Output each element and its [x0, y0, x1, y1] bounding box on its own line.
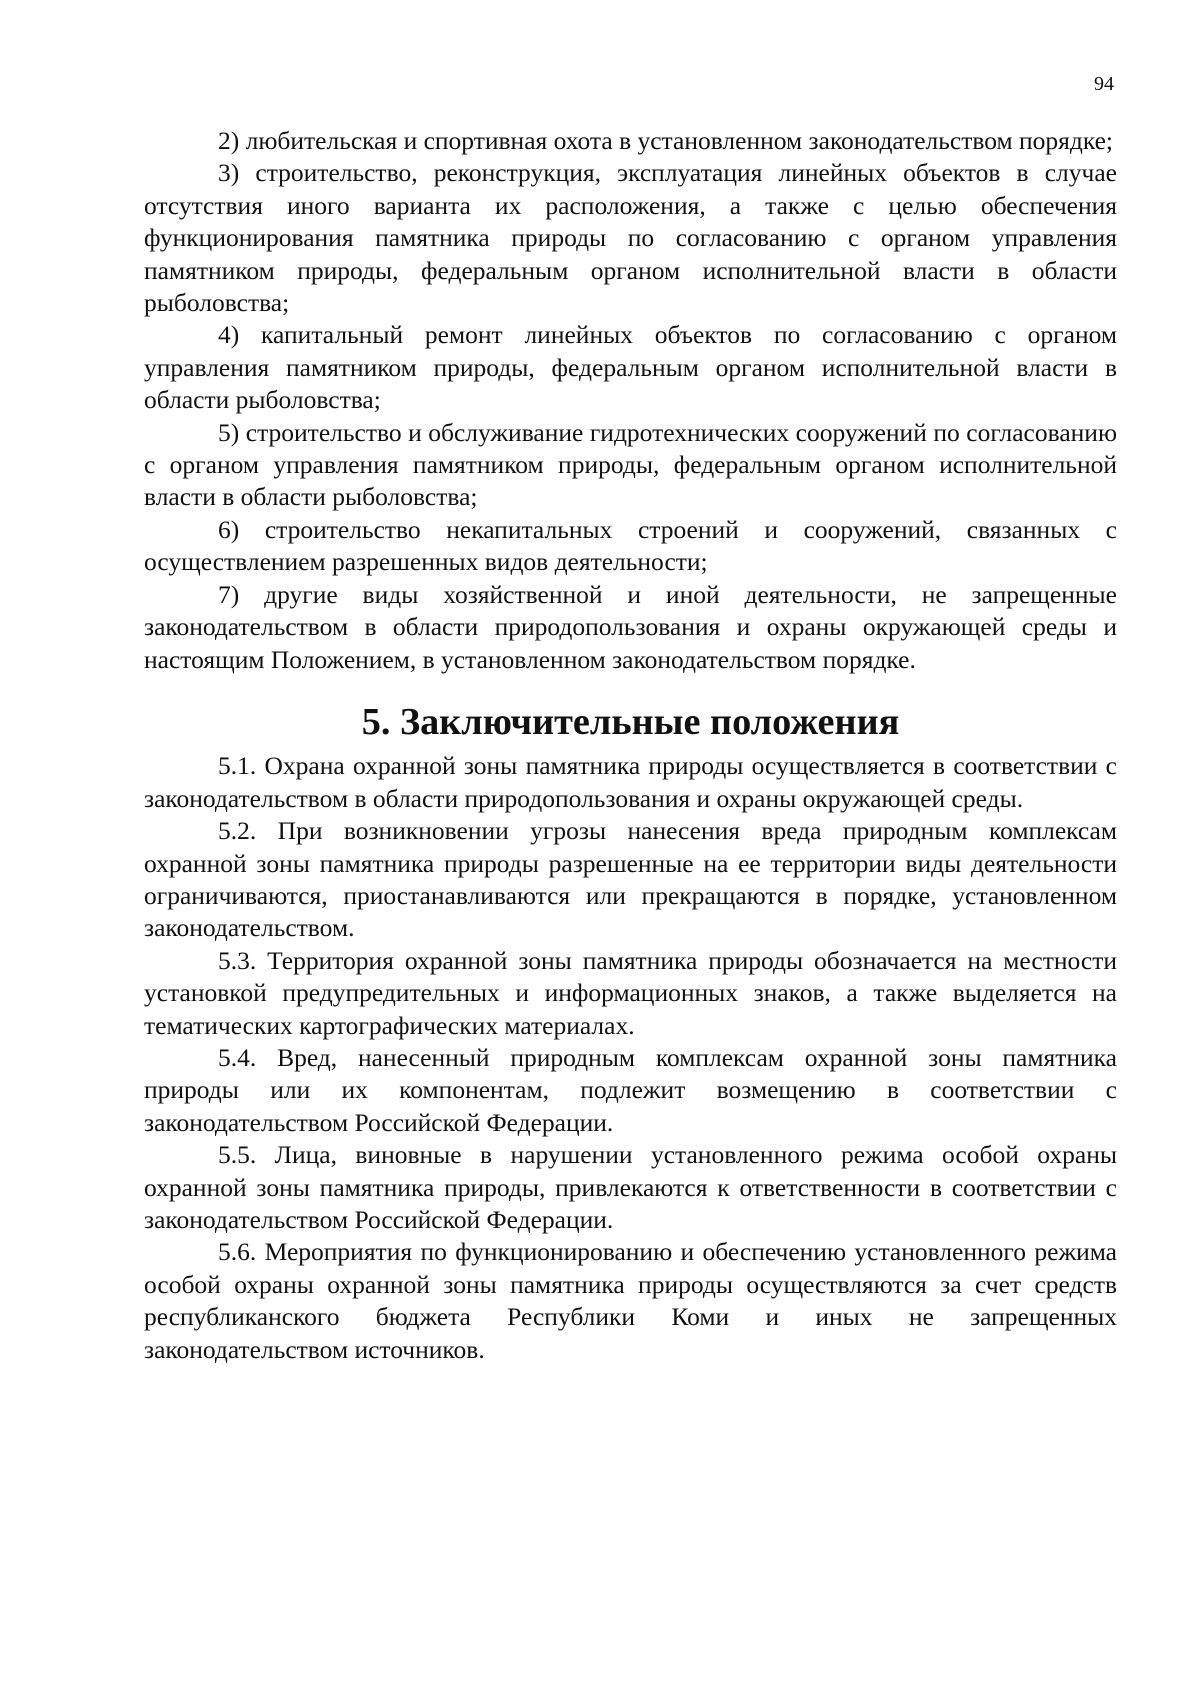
clause-5-3: 5.3. Территория охранной зоны памятника природы обозначается на местности установкой предупредительных и информационных знаков, а также выделяется на тематических картографических материалах. — [144, 945, 1117, 1040]
clause-5-6: 5.6. Мероприятия по функционированию и обеспечению установленного режима особой охраны охранной зоны памятника природы осуществляются за счет средств республиканского бюджета Республики Коми и иных не запрещенных законодательством источников. — [144, 1237, 1117, 1364]
list-item-7: 7) другие виды хозяйственной и иной деятельности, не запрещенные законодательством в области природопользования и охраны окружающей среды и настоящим Положением, в установленном законодательством порядке. — [144, 579, 1117, 674]
clause-5-1: 5.1. Охрана охранной зоны памятника природы осуществляется в соответствии с законодательством в области природопользования и охраны окружающей среды. — [144, 751, 1117, 813]
list-item-3: 3) строительство, реконструкция, эксплуатация линейных объектов в случае отсутствия иного варианта их расположения, а также с целью обеспечения функционирования памятника природы по согласованию с органом управления памятником природы, федеральным органом исполнительной власти в области рыболовства; — [144, 158, 1117, 318]
page-number: 94 — [1094, 73, 1114, 95]
list-item-5: 5) строительство и обслуживание гидротехнических сооружений по согласованию с органом управления памятником природы, федеральным органом исполнительной власти в области рыболовства; — [144, 417, 1117, 512]
clause-5-2: 5.2. При возникновении угрозы нанесения вреда природным комплексам охранной зоны памятника природы разрешенные на ее территории виды деятельности ограничиваются, приостанавливаются или прекращаются в порядке, установленном законодательством. — [144, 816, 1117, 943]
clause-5-4: 5.4. Вред, нанесенный природным комплексам охранной зоны памятника природы или их компонентам, подлежит возмещению в соответствии с законодательством Российской Федерации. — [144, 1042, 1117, 1137]
document-body — [144, 125, 1117, 1366]
section-heading: 5. Заключительные положения — [361, 700, 900, 743]
list-item-4: 4) капитальный ремонт линейных объектов по согласованию с органом управления памятником природы, федеральным органом исполнительной власти в области рыболовства; — [144, 320, 1117, 415]
list-item-6: 6) строительство некапитальных строений и сооружений, связанных с осуществлением разрешенных видов деятельности; — [144, 514, 1117, 577]
clause-5-5: 5.5. Лица, виновные в нарушении установленного режима особой охраны охранной зоны памятника природы, привлекаются к ответственности в соответствии с законодательством Российской Федерации. — [144, 1140, 1117, 1234]
list-item-2: 2) любительская и спортивная охота в установленном законодательством порядке; — [218, 126, 1114, 155]
